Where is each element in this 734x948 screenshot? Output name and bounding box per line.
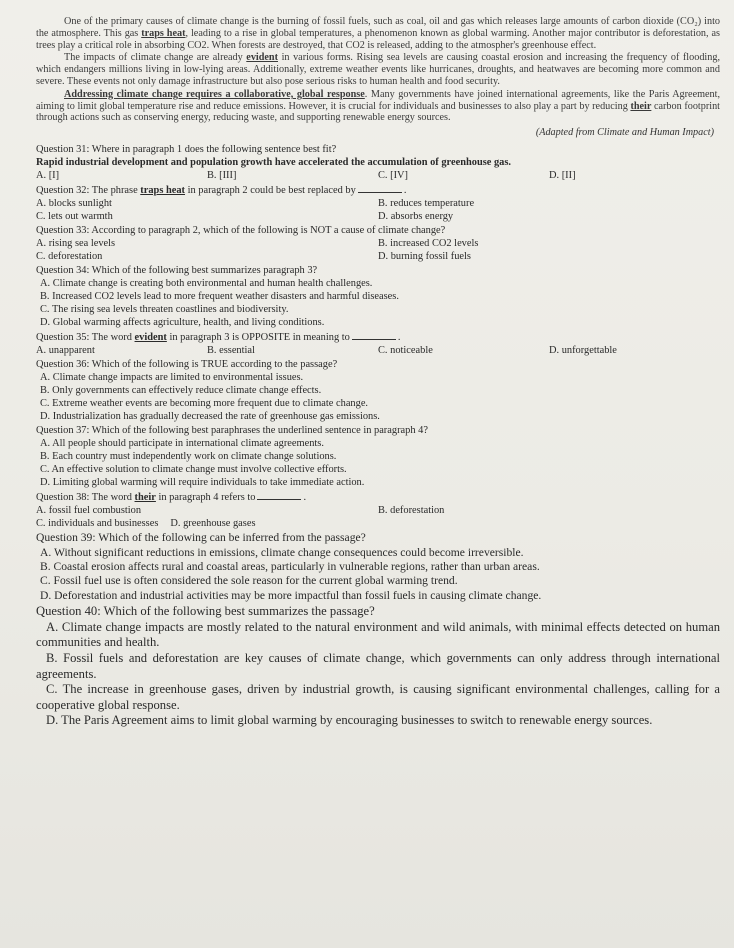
question-33: Question 33: According to paragraph 2, which of the following is NOT a cause of climate change? A. rising sea levels B. increased CO2 levels C. deforestation D. burning fossil fuels [36, 224, 720, 263]
question-37: Question 37: Which of the following best paraphrases the underlined sentence in paragraph 4? A. All people should participate in international climate agreements. B. Each country must independently work on climate change solutions. C. An effective solution to climate change must involve collective efforts. D. Limiting global warming will require individuals to take immediate action. [36, 424, 720, 489]
insert-sentence: Rapid industrial development and population growth have accelerated the accumulation of greenhouse gas. [36, 157, 512, 169]
option-c[interactable]: C. An effective solution to climate change must involve collective efforts. [40, 464, 347, 476]
option-d[interactable]: D. [II] [549, 170, 576, 182]
question-31: Question 31: Where in paragraph 1 does the following sentence best fit? Rapid industrial development and population growth have accelerated the accumulation of greenhouse gas. A. [I] B. [III] C. [IV] D. [II] [36, 143, 720, 182]
option-a[interactable]: A. rising sea levels [36, 238, 116, 250]
option-a[interactable]: A. unapparent [36, 345, 95, 357]
paragraph-2: The impacts of climate change are already evident in various forms. Rising sea levels are causing coastal erosion and increasing the frequency of flooding, which endangers millions living in low-lying areas. Additionally, extreme weather events like hurricanes, droughts, and heatwaves are becoming more common and severe. These events not only damage infrastructure but also pose serious risks to human health and food security. [36, 52, 720, 87]
option-d[interactable]: D. Industrialization has gradually decreased the rate of greenhouse gas emissions. [40, 411, 380, 423]
option-b[interactable]: B. Coastal erosion affects rural and coastal areas, particularly in vulnerable regions, rather than urban areas. [40, 559, 540, 573]
option-b[interactable]: B. Fossil fuels and deforestation are key causes of climate change, which governments can only address through international agreements. [36, 650, 720, 681]
option-b[interactable]: B. essential [207, 345, 255, 357]
option-d[interactable]: D. burning fossil fuels [378, 251, 471, 263]
option-a[interactable]: A. Climate change impacts are mostly related to the natural environment and wild animals, with minimal effects detected on human communities and health. [36, 619, 720, 650]
option-b[interactable]: B. Each country must independently work on climate change solutions. [40, 451, 337, 463]
answer-blank [257, 490, 301, 500]
question-38: Question 38: The word their in paragraph 4 refers to . A. fossil fuel combustion B. deforestation C. individuals and businesses D. greenhouse gases [36, 490, 720, 530]
paragraph-1: One of the primary causes of climate change is the burning of fossil fuels, such as coal, oil and gas which releases large amounts of carbon dioxide (CO₂) into the atmosphere. This gas traps heat, leading to a rise in global temperatures, a phenomenon known as global warming. Another major contributor is deforestation, as trees play a critical role in absorbing CO2. When forests are destroyed, that CO2 is released, adding to the atmospher's greenhouse effect. [36, 16, 720, 51]
option-c[interactable]: C. Fossil fuel use is often considered the sole reason for the current global warming trend. [40, 574, 458, 588]
option-a[interactable]: A. [I] [36, 170, 60, 182]
option-d[interactable]: D. absorbs energy [378, 211, 454, 223]
question-40: Question 40: Which of the following best summarizes the passage? A. Climate change impacts are mostly related to the natural environment and wild animals, with minimal effects detected on human communities and health. B. Fossil fuels and deforestation are key causes of climate change, which governments can only address through international agreements. C. The increase in greenhouse gases, driven by industrial growth, is causing significant environmental challenges, calling for a cooperative global response. D. The Paris Agreement aims to limit global warming by encouraging businesses to switch to renewable energy sources. [36, 604, 720, 728]
option-c[interactable]: C. [IV] [378, 170, 409, 182]
answer-blank [358, 183, 402, 193]
question-35: Question 35: The word evident in paragraph 3 is OPPOSITE in meaning to . A. unapparent B. essential C. noticeable D. unforgettable [36, 330, 720, 357]
reading-passage [36, 16, 720, 138]
option-d[interactable]: D. greenhouse gases [170, 518, 256, 530]
option-d[interactable]: D. unforgettable [549, 345, 617, 357]
question-39: Question 39: Which of the following can be inferred from the passage? A. Without significant reductions in emissions, climate change consequences could become irreversible. B. Coastal erosion affects rural and coastal areas, particularly in vulnerable regions, rather than urban areas. C. Fossil fuel use is often considered the sole reason for the current global warming trend. D. Deforestation and industrial activities may be more impactful than fossil fuels in causing climate change. [36, 531, 720, 603]
option-a[interactable]: A. fossil fuel combustion [36, 505, 142, 517]
option-a[interactable]: A. Without significant reductions in emissions, climate change consequences could become irreversible. [40, 545, 524, 559]
question-36: Question 36: Which of the following is TRUE according to the passage? A. Climate change impacts are limited to environmental issues. B. Only governments can effectively reduce climate change effects. C. Extreme weather events are becoming more frequent due to climate change. D. Industrialization has gradually decreased the rate of greenhouse gas emissions. [36, 358, 720, 423]
option-a[interactable]: A. Climate change impacts are limited to environmental issues. [40, 372, 304, 384]
underlined-evident: evident [246, 52, 278, 64]
underlined-traps-heat: traps heat [141, 27, 186, 39]
option-a[interactable]: A. blocks sunlight [36, 198, 112, 210]
question-32: Question 32: The phrase traps heat in paragraph 2 could be best replaced by . A. blocks sunlight B. reduces temperature C. lets out warmth D. absorbs energy [36, 183, 720, 223]
option-a[interactable]: A. Climate change is creating both environmental and human health challenges. [40, 278, 373, 290]
option-a[interactable]: A. All people should participate in international climate agreements. [40, 438, 324, 450]
question-34: Question 34: Which of the following best summarizes paragraph 3? A. Climate change is creating both environmental and human health challenges. B. Increased CO2 levels lead to more frequent weather disasters and harmful diseases. C. The rising sea levels threaten coastlines and biodiversity. D. Global warming affects agriculture, health, and living conditions. [36, 264, 720, 329]
option-b[interactable]: B. Increased CO2 levels lead to more frequent weather disasters and harmful diseases. [40, 291, 399, 303]
option-c[interactable]: C. lets out warmth [36, 211, 113, 223]
option-b[interactable]: B. increased CO2 levels [378, 238, 479, 250]
option-c[interactable]: C. The increase in greenhouse gases, driven by industrial growth, is causing significant environmental challenges, calling for a cooperative global response. [36, 682, 720, 712]
underlined-their: their [630, 100, 652, 112]
option-b[interactable]: B. reduces temperature [378, 198, 475, 210]
question-label: Question 31 [36, 144, 87, 156]
answer-blank [352, 330, 396, 340]
option-c[interactable]: C. deforestation [36, 251, 103, 263]
option-b[interactable]: B. [III] [207, 170, 237, 182]
option-c[interactable]: C. Extreme weather events are becoming more frequent due to climate change. [40, 398, 369, 410]
option-d[interactable]: D. Deforestation and industrial activities may be more impactful than fossil fuels in causing climate change. [40, 588, 542, 602]
passage-source: (Adapted from Climate and Human Impact) [535, 127, 714, 139]
option-d[interactable]: D. Global warming affects agriculture, health, and living conditions. [40, 317, 325, 329]
option-b[interactable]: B. deforestation [378, 505, 445, 517]
option-c[interactable]: C. The rising sea levels threaten coastlines and biodiversity. [40, 304, 289, 316]
option-b[interactable]: B. Only governments can effectively reduce climate change effects. [40, 385, 322, 397]
option-d[interactable]: D. The Paris Agreement aims to limit global warming by encouraging businesses to switch to renewable energy sources. [46, 713, 653, 728]
option-c[interactable]: C. noticeable [378, 345, 433, 357]
option-d[interactable]: D. Limiting global warming will require individuals to take immediate action. [40, 477, 365, 489]
option-c[interactable]: C. individuals and businesses [36, 518, 159, 530]
paragraph-3: Addressing climate change requires a collaborative, global response. Many governments have joined international agreements, like the Paris Agreement, aiming to limit global temperature rise and reduce emissions. However, it is crucial for individuals and businesses to also play a part by reducing their carbon footprint through actions such as conserving energy, reducing waste, and supporting renewable energy sources. [36, 88, 721, 124]
underlined-sentence: Addressing climate change requires a collaborative, global response [64, 88, 365, 100]
